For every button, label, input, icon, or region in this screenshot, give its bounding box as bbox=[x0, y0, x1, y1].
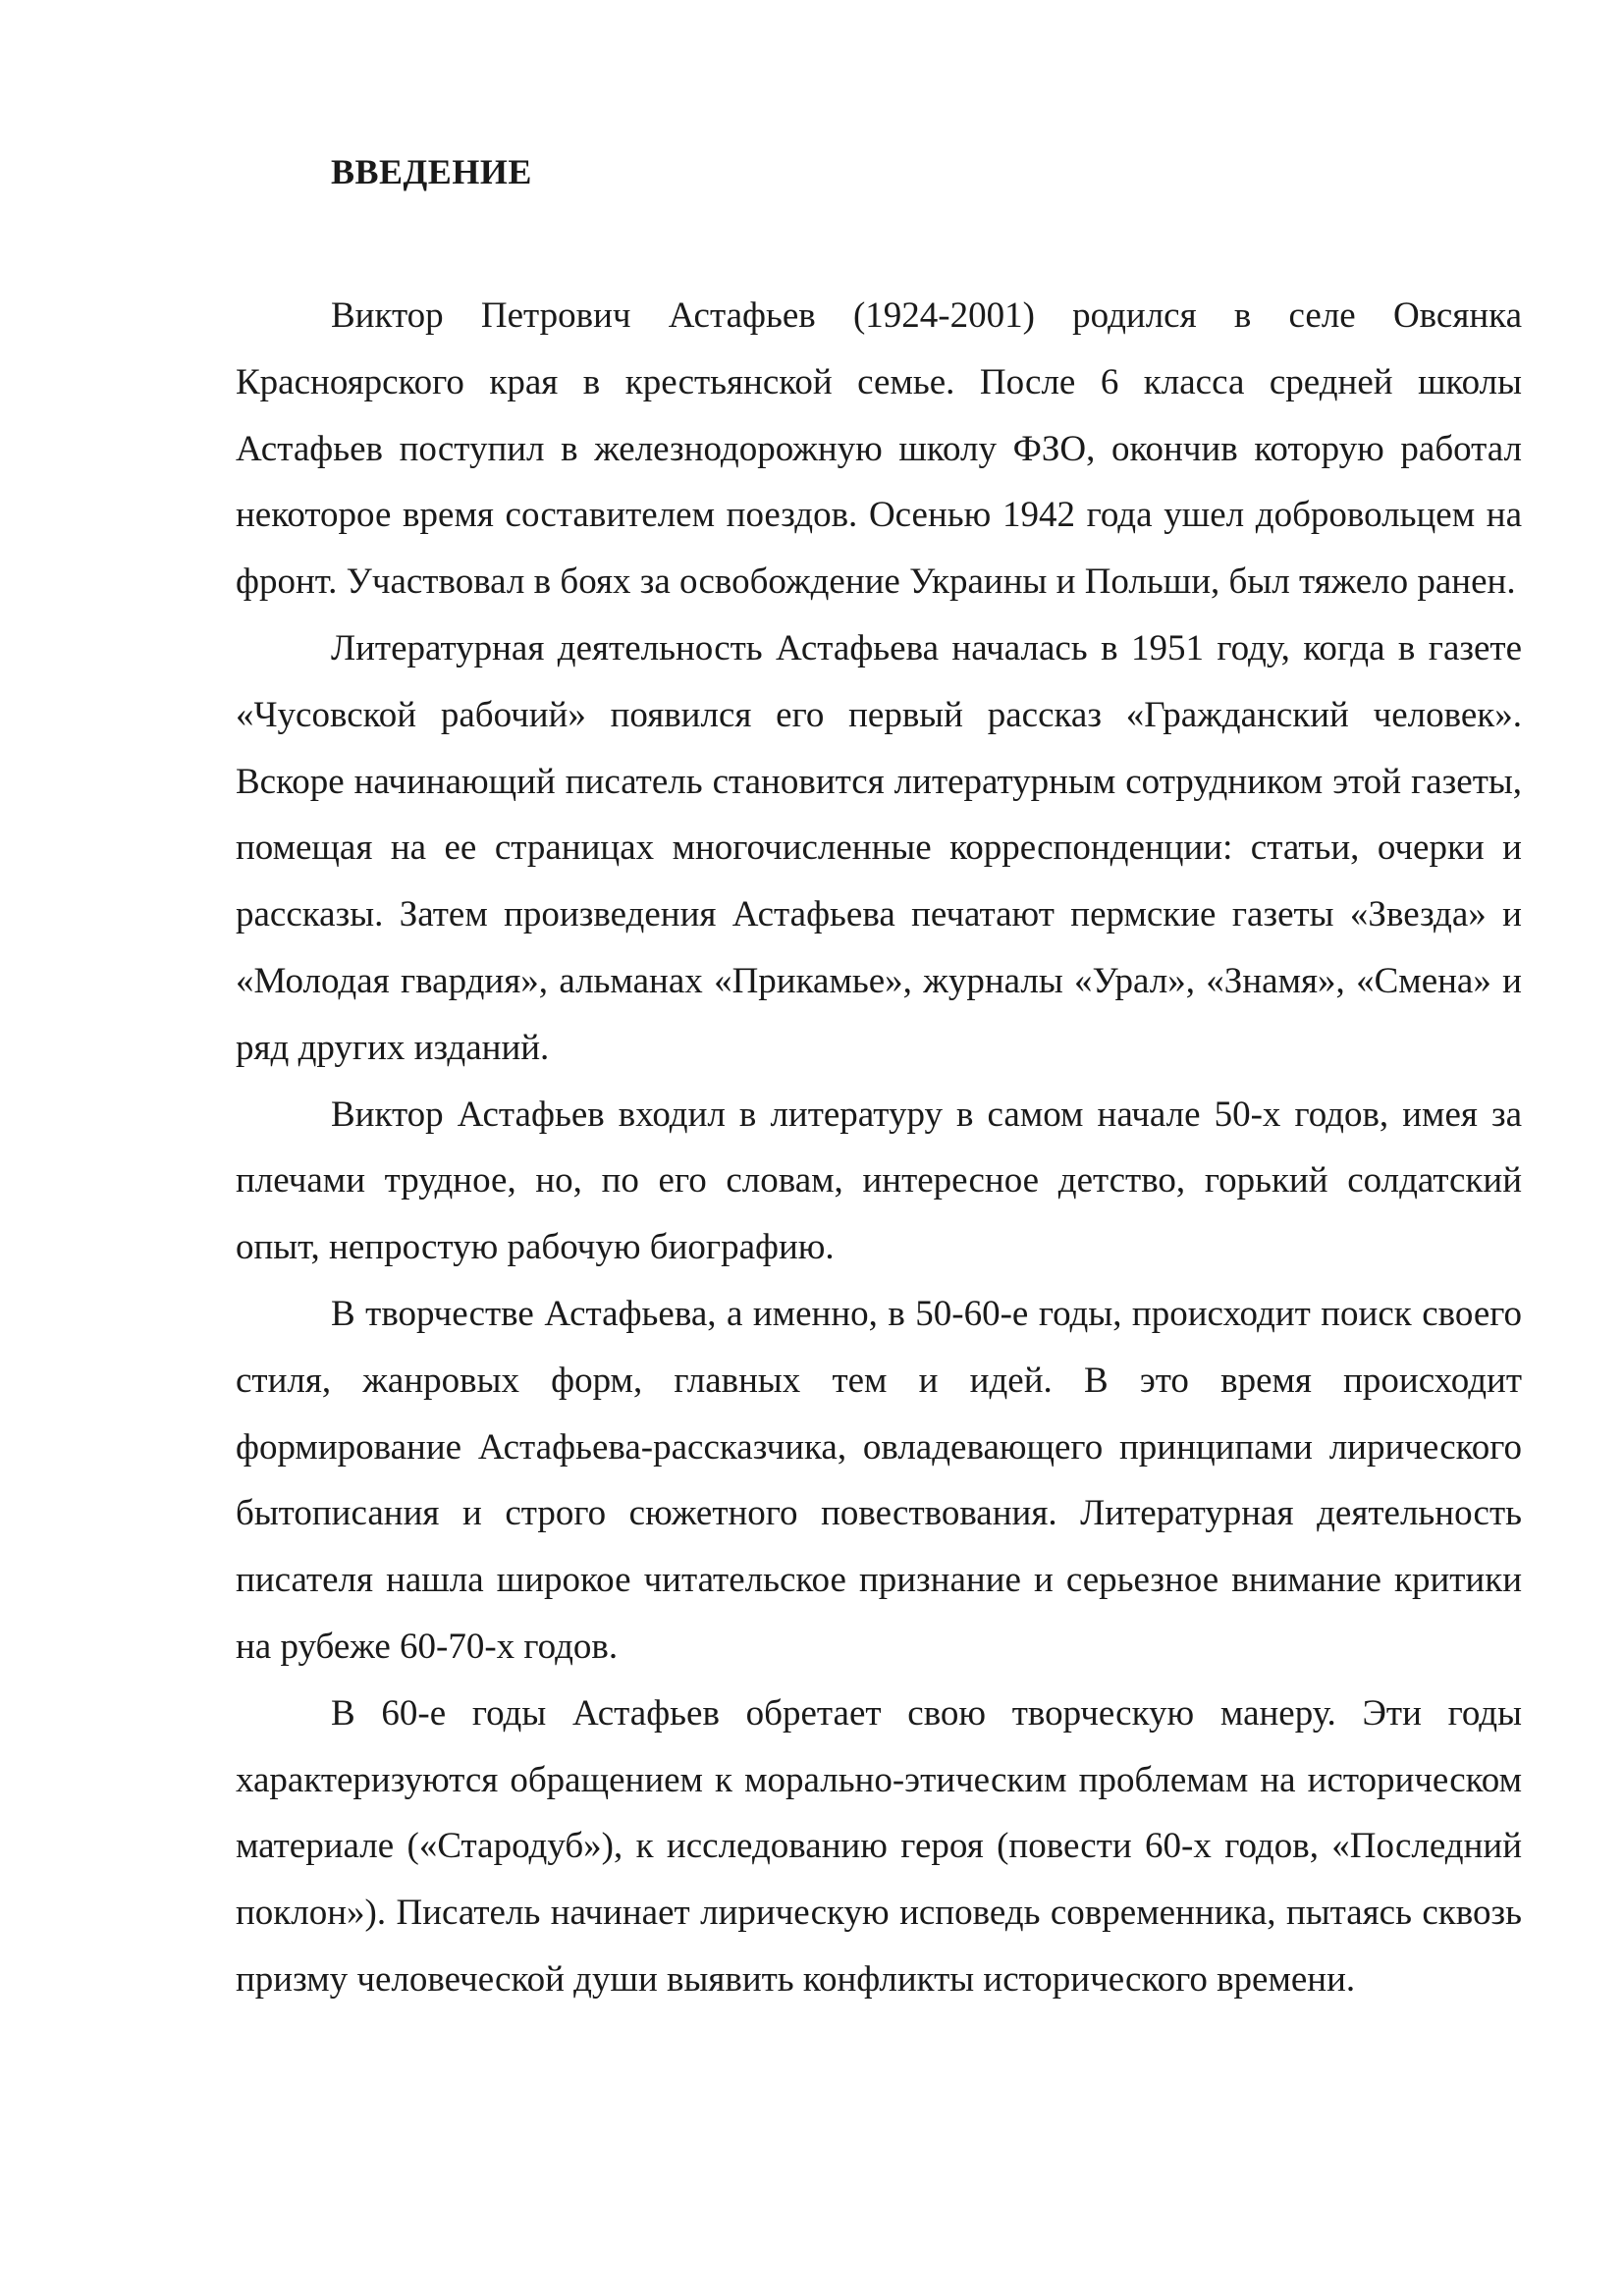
paragraph-2: Литературная деятельность Астафьева началась в 1951 году, когда в газете «Чусовской рабочий» появился его первый рассказ «Гражданский человек». Вскоре начинающий писатель становится литературным сотрудником этой газеты, помещая на ее страницах многочисленные корреспонденции: статьи, очерки и рассказы. Затем произведения Астафьева печатают пермские газеты «Звезда» и «Молодая гвардия», альманах «Прикамье», журналы «Урал», «Знамя», «Смена» и ряд других изданий. bbox=[236, 627, 1522, 1068]
paragraph-4: В творчестве Астафьева, а именно, в 50-60-е годы, происходит поиск своего стиля, жанровых форм, главных тем и идей. В это время происходит формирование Астафьева-рассказчика, овладевающего принципами лирического бытописания и строго сюжетного повествования. Литературная деятельность писателя нашла широкое читательское признание и серьезное внимание критики на рубеже 60-70-х годов. bbox=[236, 1293, 1522, 1667]
section-heading: ВВЕДЕНИЕ bbox=[331, 152, 532, 191]
paragraph-1: Виктор Петрович Астафьев (1924-2001) родился в селе Овсянка Красноярского края в крестьянской семье. После 6 класса средней школы Астафьев поступил в железнодорожную школу ФЗО, окончив которую работал некоторое время составителем поездов. Осенью 1942 года ушел добровольцем на фронт. Участвовал в боях за освобождение Украины и Польши, был тяжело ранен. bbox=[236, 295, 1522, 603]
paragraph-5: В 60-е годы Астафьев обретает свою творческую манеру. Эти годы характеризуются обращением к морально-этическим проблемам на историческом материале («Стародуб»), к исследованию героя (повести 60-х годов, «Последний поклон»). Писатель начинает лирическую исповедь современника, пытаясь сквозь призму человеческой души выявить конфликты исторического времени. bbox=[236, 1692, 1522, 2000]
paragraph-3: Виктор Астафьев входил в литературу в самом начале 50-х годов, имея за плечами трудное, но, по его словам, интересное детство, горький солдатский опыт, непростую рабочую биографию. bbox=[236, 1094, 1522, 1268]
body-text bbox=[236, 283, 1522, 2013]
